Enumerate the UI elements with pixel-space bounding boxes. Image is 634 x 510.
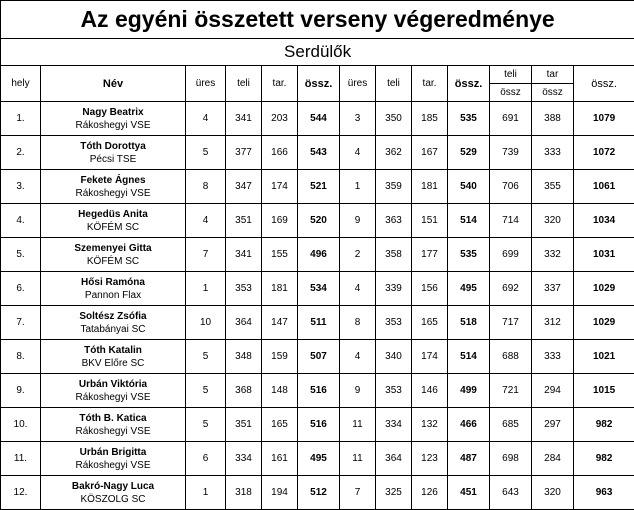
grand-total-cell: 963: [574, 476, 634, 510]
ures-2-cell: 9: [340, 204, 376, 238]
teli-1-cell: 368: [226, 374, 262, 408]
name-cell: [41, 204, 186, 238]
athlete-name: Urbán Brigitta: [41, 446, 185, 459]
tar-1-cell: 165: [262, 408, 298, 442]
ossz-1-cell: 543: [298, 136, 340, 170]
ures-2-cell: 3: [340, 102, 376, 136]
teli-1-cell: 334: [226, 442, 262, 476]
ures-1-cell: 5: [186, 136, 226, 170]
category-row: [1, 39, 634, 66]
tar-1-cell: 155: [262, 238, 298, 272]
tar-total-cell: 284: [532, 442, 574, 476]
teli-2-cell: 353: [376, 306, 412, 340]
tar-1-cell: 148: [262, 374, 298, 408]
teli-total-cell: 706: [490, 170, 532, 204]
ossz-2-cell: 499: [448, 374, 490, 408]
header-teli-total-top: teli: [490, 66, 532, 84]
tar-2-cell: 185: [412, 102, 448, 136]
ossz-2-cell: 495: [448, 272, 490, 306]
teli-1-cell: 347: [226, 170, 262, 204]
teli-total-cell: 699: [490, 238, 532, 272]
tar-2-cell: 123: [412, 442, 448, 476]
ossz-2-cell: 514: [448, 340, 490, 374]
tar-2-cell: 146: [412, 374, 448, 408]
athlete-name: Szemenyei Gitta: [41, 242, 185, 255]
ures-2-cell: 9: [340, 374, 376, 408]
ossz-1-cell: 521: [298, 170, 340, 204]
grand-total-cell: 1021: [574, 340, 634, 374]
place-cell: 7.: [1, 306, 41, 340]
athlete-name: Fekete Ágnes: [41, 174, 185, 187]
ures-1-cell: 5: [186, 374, 226, 408]
tar-total-cell: 388: [532, 102, 574, 136]
teli-total-cell: 688: [490, 340, 532, 374]
grand-total-cell: 982: [574, 442, 634, 476]
ures-1-cell: 5: [186, 340, 226, 374]
table-row: [1, 340, 634, 374]
teli-1-cell: 351: [226, 408, 262, 442]
place-cell: 4.: [1, 204, 41, 238]
teli-total-cell: 717: [490, 306, 532, 340]
ures-1-cell: 5: [186, 408, 226, 442]
ures-2-cell: 4: [340, 272, 376, 306]
header-tar-total-top: tar: [532, 66, 574, 84]
header-teli-2: teli: [376, 66, 412, 102]
name-cell: [41, 374, 186, 408]
table-row: [1, 476, 634, 510]
table-row: [1, 272, 634, 306]
place-cell: 9.: [1, 374, 41, 408]
ossz-1-cell: 544: [298, 102, 340, 136]
ossz-1-cell: 511: [298, 306, 340, 340]
header-ossz-2: össz.: [448, 66, 490, 102]
tar-1-cell: 181: [262, 272, 298, 306]
ures-1-cell: 1: [186, 476, 226, 510]
ossz-1-cell: 534: [298, 272, 340, 306]
name-cell: [41, 340, 186, 374]
athlete-name: Tóth Dorottya: [41, 140, 185, 153]
name-cell: [41, 272, 186, 306]
table-row: [1, 374, 634, 408]
ures-1-cell: 6: [186, 442, 226, 476]
ossz-2-cell: 535: [448, 102, 490, 136]
header-ossz-1: össz.: [298, 66, 340, 102]
tar-total-cell: 333: [532, 340, 574, 374]
ossz-2-cell: 466: [448, 408, 490, 442]
ures-2-cell: 1: [340, 170, 376, 204]
place-cell: 3.: [1, 170, 41, 204]
teli-2-cell: 364: [376, 442, 412, 476]
header-row: [1, 66, 634, 84]
tar-2-cell: 177: [412, 238, 448, 272]
athlete-name: Urbán Viktória: [41, 378, 185, 391]
club-name: Pécsi TSE: [41, 153, 185, 166]
ossz-2-cell: 529: [448, 136, 490, 170]
teli-total-cell: 643: [490, 476, 532, 510]
teli-2-cell: 363: [376, 204, 412, 238]
athlete-name: Bakró-Nagy Luca: [41, 480, 185, 493]
ures-2-cell: 11: [340, 442, 376, 476]
tar-total-cell: 320: [532, 476, 574, 510]
ossz-2-cell: 518: [448, 306, 490, 340]
header-tar-total-bottom: össz: [532, 84, 574, 102]
table-row: [1, 170, 634, 204]
athlete-name: Soltész Zsófia: [41, 310, 185, 323]
grand-total-cell: 1029: [574, 306, 634, 340]
name-cell: [41, 306, 186, 340]
ures-2-cell: 2: [340, 238, 376, 272]
club-name: Tatabányai SC: [41, 323, 185, 336]
grand-total-cell: 1079: [574, 102, 634, 136]
grand-total-cell: 1029: [574, 272, 634, 306]
athlete-name: Nagy Beatrix: [41, 106, 185, 119]
name-cell: [41, 442, 186, 476]
club-name: Pannon Flax: [41, 289, 185, 302]
ossz-1-cell: 520: [298, 204, 340, 238]
ossz-2-cell: 535: [448, 238, 490, 272]
ossz-2-cell: 540: [448, 170, 490, 204]
ures-1-cell: 10: [186, 306, 226, 340]
teli-total-cell: 691: [490, 102, 532, 136]
athlete-name: Tóth B. Katica: [41, 412, 185, 425]
teli-2-cell: 339: [376, 272, 412, 306]
place-cell: 12.: [1, 476, 41, 510]
tar-2-cell: 126: [412, 476, 448, 510]
name-cell: [41, 102, 186, 136]
name-cell: [41, 408, 186, 442]
teli-2-cell: 340: [376, 340, 412, 374]
header-ures-1: üres: [186, 66, 226, 102]
tar-2-cell: 165: [412, 306, 448, 340]
teli-2-cell: 353: [376, 374, 412, 408]
club-name: KÖFÉM SC: [41, 255, 185, 268]
table-row: [1, 442, 634, 476]
ossz-2-cell: 487: [448, 442, 490, 476]
tar-total-cell: 297: [532, 408, 574, 442]
grand-total-cell: 1031: [574, 238, 634, 272]
name-cell: [41, 238, 186, 272]
teli-1-cell: 341: [226, 238, 262, 272]
place-cell: 10.: [1, 408, 41, 442]
club-name: BKV Előre SC: [41, 357, 185, 370]
ures-1-cell: 1: [186, 272, 226, 306]
teli-1-cell: 341: [226, 102, 262, 136]
teli-total-cell: 739: [490, 136, 532, 170]
club-name: KÖSZOLG SC: [41, 493, 185, 506]
ures-2-cell: 4: [340, 340, 376, 374]
tar-1-cell: 166: [262, 136, 298, 170]
header-tar-2: tar.: [412, 66, 448, 102]
ossz-1-cell: 496: [298, 238, 340, 272]
category-title: Serdülők: [1, 39, 634, 66]
club-name: Rákoshegyi VSE: [41, 119, 185, 132]
ures-2-cell: 11: [340, 408, 376, 442]
table-body: [1, 102, 634, 510]
place-cell: 8.: [1, 340, 41, 374]
tar-total-cell: 294: [532, 374, 574, 408]
grand-total-cell: 1034: [574, 204, 634, 238]
tar-1-cell: 161: [262, 442, 298, 476]
teli-1-cell: 348: [226, 340, 262, 374]
ures-2-cell: 8: [340, 306, 376, 340]
tar-total-cell: 355: [532, 170, 574, 204]
table-row: [1, 408, 634, 442]
tar-1-cell: 169: [262, 204, 298, 238]
tar-1-cell: 203: [262, 102, 298, 136]
teli-total-cell: 721: [490, 374, 532, 408]
club-name: Rákoshegyi VSE: [41, 187, 185, 200]
ossz-1-cell: 495: [298, 442, 340, 476]
grand-total-cell: 1015: [574, 374, 634, 408]
header-ures-2: üres: [340, 66, 376, 102]
teli-1-cell: 353: [226, 272, 262, 306]
ossz-1-cell: 507: [298, 340, 340, 374]
tar-total-cell: 332: [532, 238, 574, 272]
teli-total-cell: 698: [490, 442, 532, 476]
teli-2-cell: 350: [376, 102, 412, 136]
tar-1-cell: 194: [262, 476, 298, 510]
club-name: KÖFÉM SC: [41, 221, 185, 234]
name-cell: [41, 476, 186, 510]
club-name: Rákoshegyi VSE: [41, 391, 185, 404]
teli-2-cell: 359: [376, 170, 412, 204]
teli-total-cell: 685: [490, 408, 532, 442]
ures-1-cell: 4: [186, 204, 226, 238]
ures-1-cell: 4: [186, 102, 226, 136]
teli-1-cell: 351: [226, 204, 262, 238]
ures-2-cell: 7: [340, 476, 376, 510]
header-teli-1: teli: [226, 66, 262, 102]
ossz-2-cell: 451: [448, 476, 490, 510]
ures-1-cell: 8: [186, 170, 226, 204]
grand-total-cell: 1061: [574, 170, 634, 204]
teli-2-cell: 334: [376, 408, 412, 442]
teli-1-cell: 377: [226, 136, 262, 170]
table-row: [1, 306, 634, 340]
teli-2-cell: 362: [376, 136, 412, 170]
tar-total-cell: 312: [532, 306, 574, 340]
ossz-2-cell: 514: [448, 204, 490, 238]
ossz-1-cell: 516: [298, 374, 340, 408]
table-row: [1, 204, 634, 238]
place-cell: 5.: [1, 238, 41, 272]
tar-2-cell: 156: [412, 272, 448, 306]
grand-total-cell: 1072: [574, 136, 634, 170]
grand-total-cell: 982: [574, 408, 634, 442]
teli-total-cell: 692: [490, 272, 532, 306]
title-row: [1, 1, 634, 39]
tar-1-cell: 159: [262, 340, 298, 374]
header-total: össz.: [574, 66, 634, 102]
tar-2-cell: 151: [412, 204, 448, 238]
teli-1-cell: 318: [226, 476, 262, 510]
name-cell: [41, 170, 186, 204]
tar-2-cell: 174: [412, 340, 448, 374]
tar-2-cell: 181: [412, 170, 448, 204]
teli-1-cell: 364: [226, 306, 262, 340]
header-hely: hely: [1, 66, 41, 102]
header-nev: Név: [41, 66, 186, 102]
table-row: [1, 136, 634, 170]
place-cell: 11.: [1, 442, 41, 476]
place-cell: 1.: [1, 102, 41, 136]
tar-total-cell: 333: [532, 136, 574, 170]
tar-2-cell: 167: [412, 136, 448, 170]
table-row: [1, 238, 634, 272]
table-row: [1, 102, 634, 136]
teli-total-cell: 714: [490, 204, 532, 238]
page-title: Az egyéni összetett verseny végeredménye: [1, 1, 634, 39]
teli-2-cell: 358: [376, 238, 412, 272]
tar-2-cell: 132: [412, 408, 448, 442]
athlete-name: Hegedüs Anita: [41, 208, 185, 221]
club-name: Rákoshegyi VSE: [41, 459, 185, 472]
ossz-1-cell: 512: [298, 476, 340, 510]
header-teli-total-bottom: össz: [490, 84, 532, 102]
name-cell: [41, 136, 186, 170]
ures-2-cell: 4: [340, 136, 376, 170]
tar-total-cell: 337: [532, 272, 574, 306]
place-cell: 6.: [1, 272, 41, 306]
athlete-name: Hősi Ramóna: [41, 276, 185, 289]
athlete-name: Tóth Katalin: [41, 344, 185, 357]
place-cell: 2.: [1, 136, 41, 170]
tar-1-cell: 174: [262, 170, 298, 204]
ures-1-cell: 7: [186, 238, 226, 272]
club-name: Rákoshegyi VSE: [41, 425, 185, 438]
tar-1-cell: 147: [262, 306, 298, 340]
tar-total-cell: 320: [532, 204, 574, 238]
header-tar-1: tar.: [262, 66, 298, 102]
teli-2-cell: 325: [376, 476, 412, 510]
ossz-1-cell: 516: [298, 408, 340, 442]
